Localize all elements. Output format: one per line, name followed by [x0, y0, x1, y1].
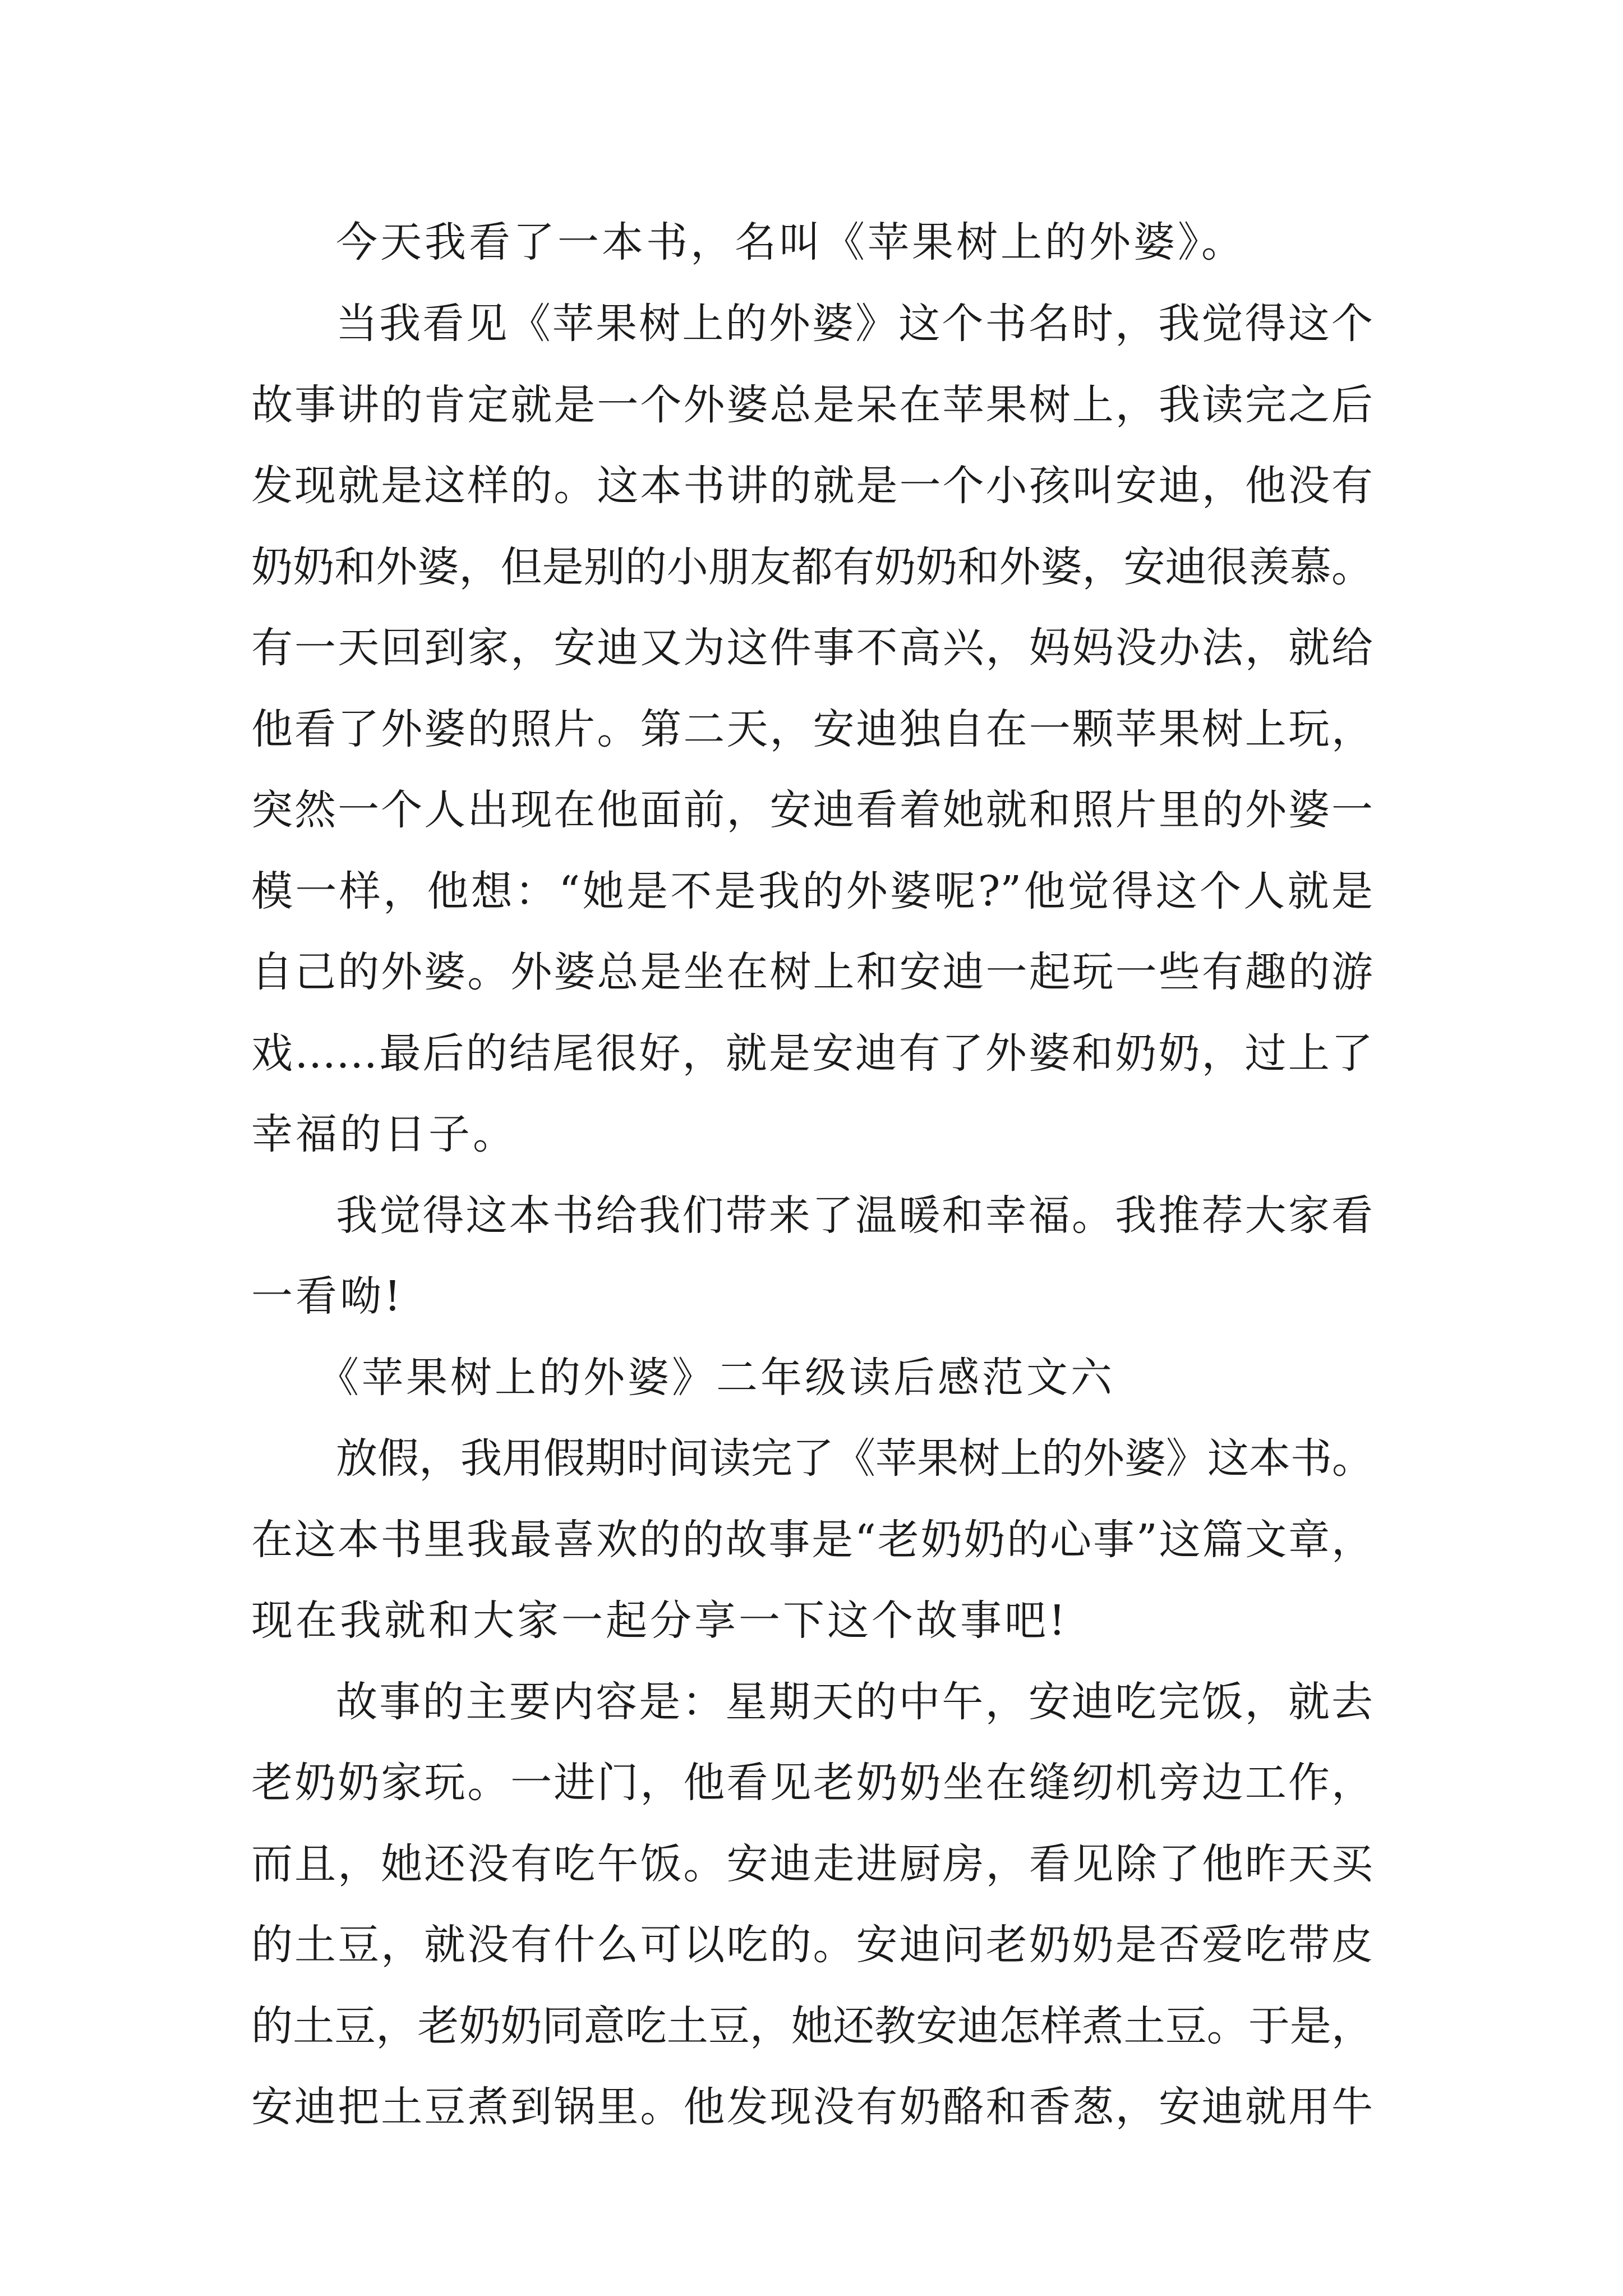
- paragraph-5-line-1: 故事的主要内容是：星期天的中午，安迪吃完饭，就去: [336, 1678, 1373, 1726]
- paragraph-2-line-5: 有一天回到家，安迪又为这件事不高兴，妈妈没办法，就给: [251, 624, 1373, 672]
- paragraph-5-line-3: 而且，她还没有吃午饭。安迪走进厨房，看见除了他昨天买: [251, 1840, 1373, 1888]
- paragraph-2-line-3: 发现就是这样的。这本书讲的就是一个小孩叫安迪，他没有: [251, 462, 1373, 510]
- section-heading: 《苹果树上的外婆》二年级读后感范文六: [317, 1354, 1115, 1402]
- paragraph-4-line-3: 现在我就和大家一起分享一下这个故事吧!: [251, 1596, 1068, 1645]
- paragraph-2-line-11: 幸福的日子。: [251, 1110, 517, 1158]
- paragraph-5-line-6: 安迪把土豆煮到锅里。他发现没有奶酪和香葱，安迪就用牛: [251, 2083, 1373, 2131]
- paragraph-2-line-4: 奶奶和外婆，但是别的小朋友都有奶奶和外婆，安迪很羡慕。: [251, 543, 1373, 591]
- paragraph-5-line-5: 的土豆，老奶奶同意吃土豆，她还教安迪怎样煮土豆。于是，: [251, 2002, 1373, 2050]
- paragraph-3-line-2: 一看呦!: [251, 1272, 404, 1320]
- paragraph-5-line-4: 的土豆，就没有什么可以吃的。安迪问老奶奶是否爱吃带皮: [251, 1921, 1373, 1969]
- paragraph-2-line-10: 戏……最后的结尾很好，就是安迪有了外婆和奶奶，过上了: [251, 1029, 1373, 1078]
- paragraph-4-line-1: 放假，我用假期时间读完了《苹果树上的外婆》这本书。: [336, 1434, 1373, 1483]
- paragraph-2-line-6: 他看了外婆的照片。第二天，安迪独自在一颗苹果树上玩，: [251, 705, 1373, 753]
- paragraph-5-line-2: 老奶奶家玩。一进门，他看见老奶奶坐在缝纫机旁边工作，: [251, 1759, 1373, 1807]
- paragraph-2-line-7: 突然一个人出现在他面前，安迪看着她就和照片里的外婆一: [251, 786, 1373, 834]
- paragraph-1-line-1: 今天我看了一本书，名叫《苹果树上的外婆》。: [336, 218, 1246, 266]
- paragraph-2-line-8: 模一样，他想：“她是不是我的外婆呢?”他觉得这个人就是: [251, 867, 1373, 915]
- paragraph-2-line-1: 当我看见《苹果树上的外婆》这个书名时，我觉得这个: [336, 300, 1373, 348]
- paragraph-4-line-2: 在这本书里我最喜欢的的故事是“老奶奶的心事”这篇文章，: [251, 1516, 1373, 1564]
- paragraph-3-line-1: 我觉得这本书给我们带来了温暖和幸福。我推荐大家看: [336, 1191, 1373, 1240]
- paragraph-2-line-9: 自己的外婆。外婆总是坐在树上和安迪一起玩一些有趣的游: [251, 948, 1373, 996]
- paragraph-2-line-2: 故事讲的肯定就是一个外婆总是呆在苹果树上，我读完之后: [251, 381, 1373, 429]
